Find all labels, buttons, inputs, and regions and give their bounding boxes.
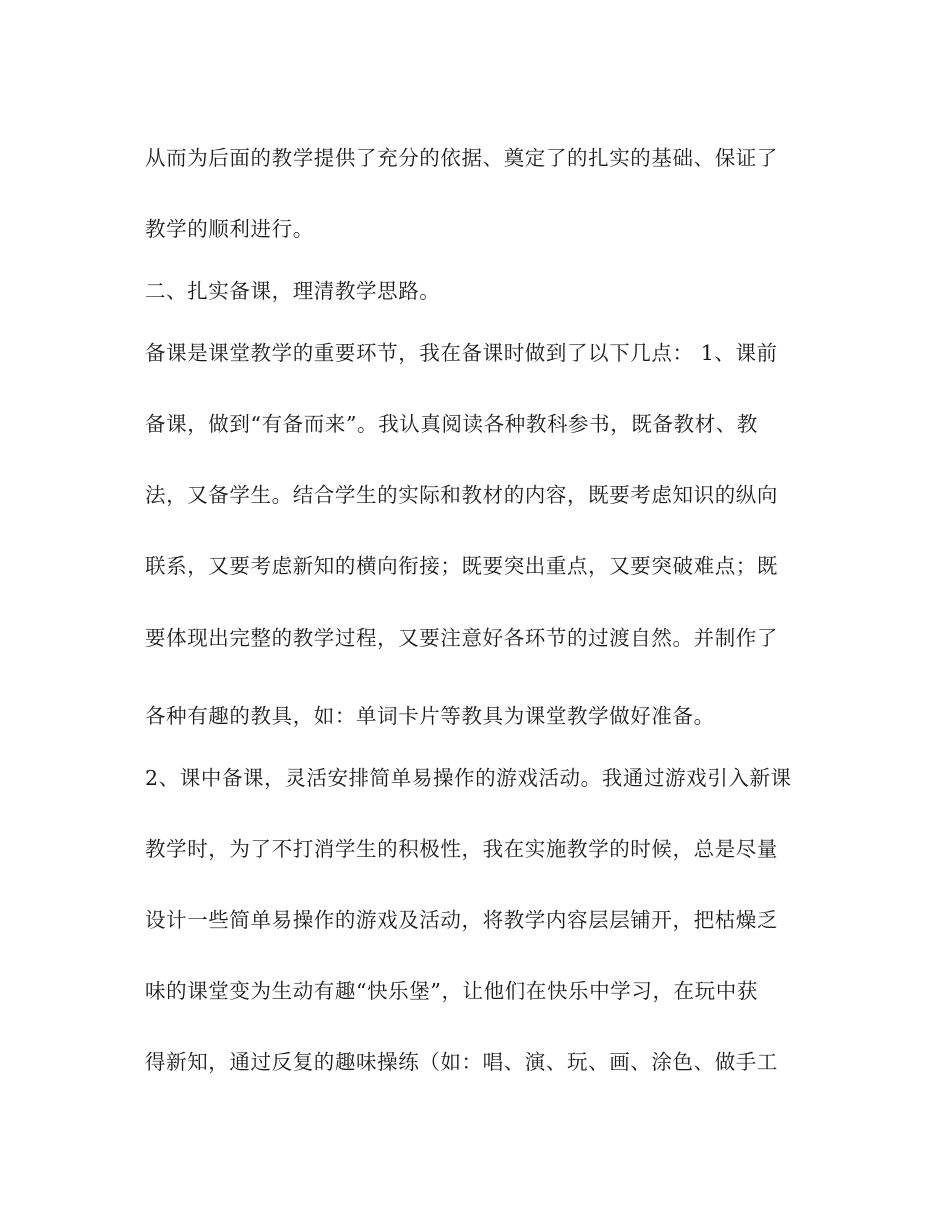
text-line: 味的课堂变为生动有趣“快乐堡”，让他们在快乐中学习，在玩中获 bbox=[145, 979, 758, 1003]
text-line: 备课是课堂教学的重要环节，我在备课时做到了以下几点： 1、课前 bbox=[145, 341, 778, 365]
text-line: 从而为后面的教学提供了充分的依据、奠定了的扎实的基础、保证了 bbox=[145, 146, 778, 170]
text-line: 联系，又要考虑新知的横向衔接；既要突出重点，又要突破难点；既 bbox=[145, 554, 778, 578]
text-line: 教学的顺利进行。 bbox=[145, 217, 314, 241]
text-line: 备课，做到“有备而来”。我认真阅读各种教科参书，既备教材、教 bbox=[145, 412, 758, 436]
section-heading: 二、扎实备课，理清教学思路。 bbox=[145, 279, 441, 303]
text-line: 法，又备学生。结合学生的实际和教材的内容，既要考虑知识的纵向 bbox=[145, 483, 778, 507]
text-line: 2、课中备课，灵活安排简单易操作的游戏活动。我通过游戏引入新课 bbox=[145, 766, 792, 790]
text-line: 设计一些简单易操作的游戏及活动，将教学内容层层铺开，把枯燥乏 bbox=[145, 908, 778, 932]
text-line: 得新知，通过反复的趣味操练（如：唱、演、玩、画、涂色、做手工 bbox=[145, 1050, 778, 1074]
text-line: 要体现出完整的教学过程，又要注意好各环节的过渡自然。并制作了 bbox=[145, 626, 778, 650]
text-line: 各种有趣的教具，如：单词卡片等教具为课堂教学做好准备。 bbox=[145, 704, 715, 728]
text-line: 教学时，为了不打消学生的积极性，我在实施教学的时候，总是尽量 bbox=[145, 837, 778, 861]
